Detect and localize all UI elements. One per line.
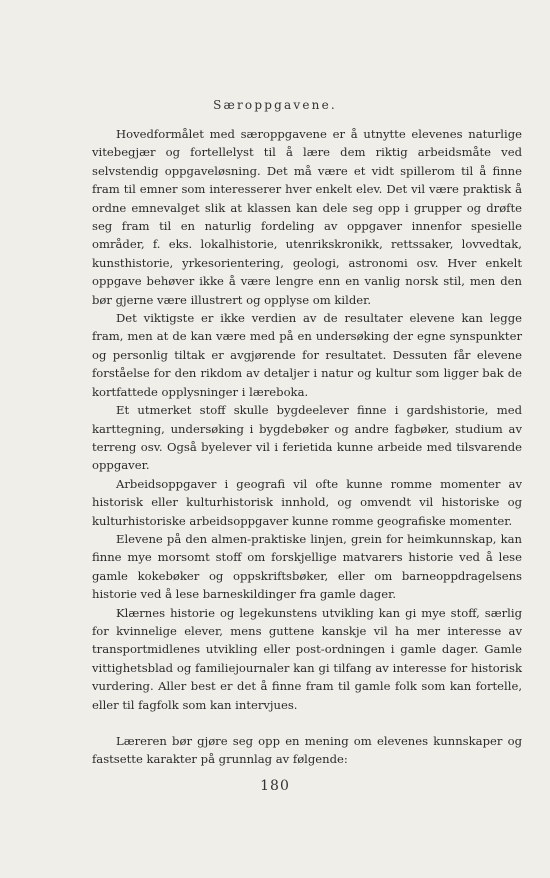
body-text xyxy=(92,125,522,769)
paragraph: Arbeidsoppgaver i geografi vil ofte kunne romme momenter av historisk eller kulturhistorisk innhold, og omvendt vil historiske og kulturhistoriske arbeidsoppgaver kunne romme geografiske momenter. xyxy=(92,476,522,528)
paragraph: Elevene på den almen-praktiske linjen, grein for heimkunnskap, kan finne mye morsomt stoff om forskjellige matvarers historie ved å lese gamle kokebøker og oppskriftsbøker, eller om barneoppdragelsens historie ved å lese barneskildinger fra gamle dager. xyxy=(92,531,522,602)
closing-paragraph: Læreren bør gjøre seg opp en mening om elevenes kunnskaper og fastsette karakter på grunnlag av følgende: xyxy=(92,734,522,767)
page-number: 180 xyxy=(260,778,290,794)
paragraph: Det viktigste er ikke verdien av de resultater elevene kan legge fram, men at de kan være med på en undersøking der egne synspunkter og personlig tiltak er avgjørende for resultatet. Dessuten får elevene forståelse for den rikdom av detaljer i natur og kultur som ligger bak de kortfattede opplysninger i læreboka. xyxy=(92,311,522,399)
paragraph: Klærnes historie og legekunstens utvikling kan gi mye stoff, særlig for kvinnelige elever, mens guttene kanskje vil ha mer interesse av transportmidlenes utvikling eller post-ordningen i gamle dager. Gamle vittighetsblad og familiejournaler kan gi tilfang av interesse for historisk vurdering. Aller best er det å finne fram til gamle folk som kan fortelle, eller til fagfolk som kan intervjues. xyxy=(92,605,522,712)
paragraph-gap xyxy=(92,714,522,732)
paragraph: Hovedformålet med særoppgavene er å utnytte elevenes naturlige vitebegjær og fortellelyst til å lære dem riktig arbeidsmåte ved selvstendig oppgaveløsning. Det må være et vidt spillerom til å finne fram til emner som interesserer hver enkelt elev. Det vil være praktisk å ordne emnevalget slik at klassen kan dele seg opp i grupper og drøfte seg fram til en naturlig fordeling av oppgaver innenfor spesielle områder, f. eks. lokalhistorie, utenrikskronikk, rettssaker, lovvedtak, kunsthistorie, yrkesorientering, geologi, astronomi osv. Hver enkelt oppgave behøver ikke å være lengre enn en vanlig norsk stil, men den bør gjerne være illustrert og opplyse om kilder. xyxy=(92,127,522,307)
paragraph: Et utmerket stoff skulle bygdeelever finne i gardshistorie, med karttegning, undersøking i bygdebøker og andre fagbøker, studium av terreng osv. Også byelever vil i ferietida kunne arbeide med tilsvarende oppgaver. xyxy=(92,403,522,473)
section-title: Særoppgavene. xyxy=(213,98,337,112)
